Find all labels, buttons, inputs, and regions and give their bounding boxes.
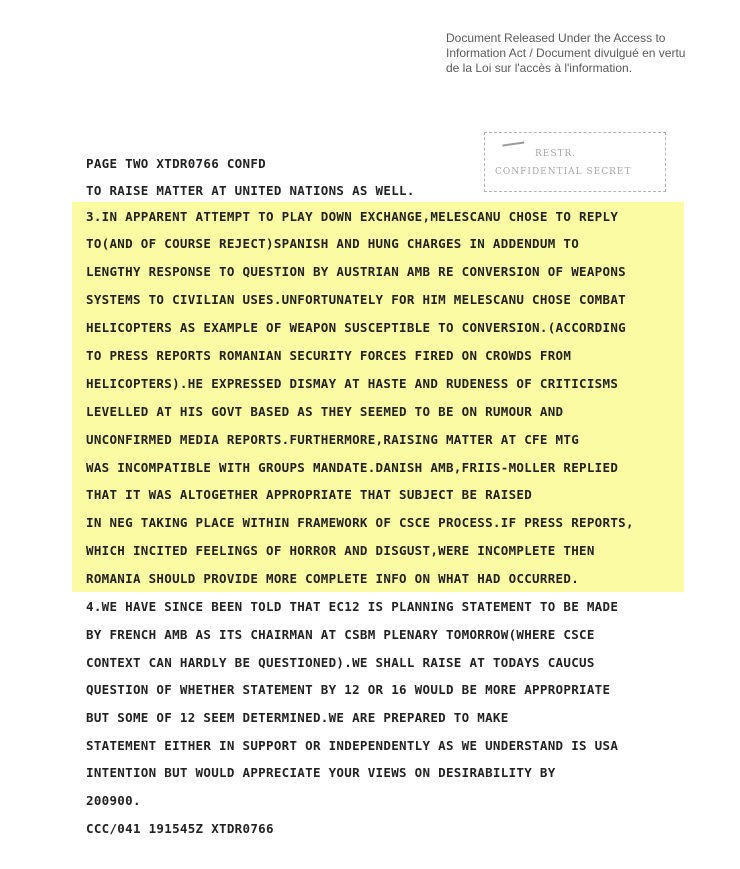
text-line: WAS INCOMPATIBLE WITH GROUPS MANDATE.DANISH AMB,FRIIS-MOLLER REPLIED bbox=[86, 460, 619, 475]
release-notice bbox=[446, 31, 736, 76]
stamp-mark-icon bbox=[502, 142, 525, 157]
release-notice-line: de la Loi sur l'accès à l'information. bbox=[446, 61, 633, 75]
text-line: CONTEXT CAN HARDLY BE QUESTIONED).WE SHALL RAISE AT TODAYS CAUCUS bbox=[86, 655, 595, 670]
text-line: HELICOPTERS AS EXAMPLE OF WEAPON SUSCEPTIBLE TO CONVERSION.(ACCORDING bbox=[86, 320, 626, 335]
text-line: LENGTHY RESPONSE TO QUESTION BY AUSTRIAN AMB RE CONVERSION OF WEAPONS bbox=[86, 264, 626, 279]
text-line: WHICH INCITED FEELINGS OF HORROR AND DISGUST,WERE INCOMPLETE THEN bbox=[86, 543, 595, 558]
release-notice-line: Document Released Under the Access to bbox=[446, 31, 666, 45]
text-line: INTENTION BUT WOULD APPRECIATE YOUR VIEWS ON DESIRABILITY BY bbox=[86, 765, 556, 780]
text-line: TO(AND OF COURSE REJECT)SPANISH AND HUNG CHARGES IN ADDENDUM TO bbox=[86, 236, 580, 251]
highlight-region bbox=[72, 202, 684, 592]
footer-line: CCC/041 191545Z XTDR0766 bbox=[86, 821, 274, 836]
text-line: 3.IN APPARENT ATTEMPT TO PLAY DOWN EXCHANGE,MELESCANU CHOSE TO REPLY bbox=[86, 209, 619, 224]
text-line: BY FRENCH AMB AS ITS CHAIRMAN AT CSBM PLENARY TOMORROW(WHERE CSCE bbox=[86, 627, 595, 642]
text-line: ROMANIA SHOULD PROVIDE MORE COMPLETE INFO ON WHAT HAD OCCURRED. bbox=[86, 571, 580, 586]
text-line: BUT SOME OF 12 SEEM DETERMINED.WE ARE PREPARED TO MAKE bbox=[86, 710, 509, 725]
classification-stamp bbox=[484, 132, 666, 192]
text-line: 4.WE HAVE SINCE BEEN TOLD THAT EC12 IS PLANNING STATEMENT TO BE MADE bbox=[86, 599, 619, 614]
text-line: TO RAISE MATTER AT UNITED NATIONS AS WELL. bbox=[86, 183, 415, 198]
text-line: THAT IT WAS ALTOGETHER APPROPRIATE THAT SUBJECT BE RAISED bbox=[86, 487, 533, 502]
text-line: SYSTEMS TO CIVILIAN USES.UNFORTUNATELY FOR HIM MELESCANU CHOSE COMBAT bbox=[86, 292, 626, 307]
text-line: TO PRESS REPORTS ROMANIAN SECURITY FORCES FIRED ON CROWDS FROM bbox=[86, 348, 572, 363]
text-line: STATEMENT EITHER IN SUPPORT OR INDEPENDENTLY AS WE UNDERSTAND IS USA bbox=[86, 738, 619, 753]
text-line: 200900. bbox=[86, 793, 141, 808]
release-notice-line: Information Act / Document divulgué en vertu bbox=[446, 46, 686, 60]
text-line: UNCONFIRMED MEDIA REPORTS.FURTHERMORE,RAISING MATTER AT CFE MTG bbox=[86, 432, 580, 447]
stamp-line-2: CONFIDENTIAL SECRET bbox=[495, 167, 632, 177]
text-line: LEVELLED AT HIS GOVT BASED AS THEY SEEMED TO BE ON RUMOUR AND bbox=[86, 404, 564, 419]
stamp-line-1: RESTR. bbox=[535, 149, 577, 159]
text-line: HELICOPTERS).HE EXPRESSED DISMAY AT HASTE AND RUDENESS OF CRITICISMS bbox=[86, 376, 619, 391]
text-line: IN NEG TAKING PLACE WITHIN FRAMEWORK OF CSCE PROCESS.IF PRESS REPORTS, bbox=[86, 515, 634, 530]
text-line: QUESTION OF WHETHER STATEMENT BY 12 OR 16 WOULD BE MORE APPROPRIATE bbox=[86, 682, 611, 697]
page-header-line: PAGE TWO XTDR0766 CONFD bbox=[86, 156, 266, 171]
